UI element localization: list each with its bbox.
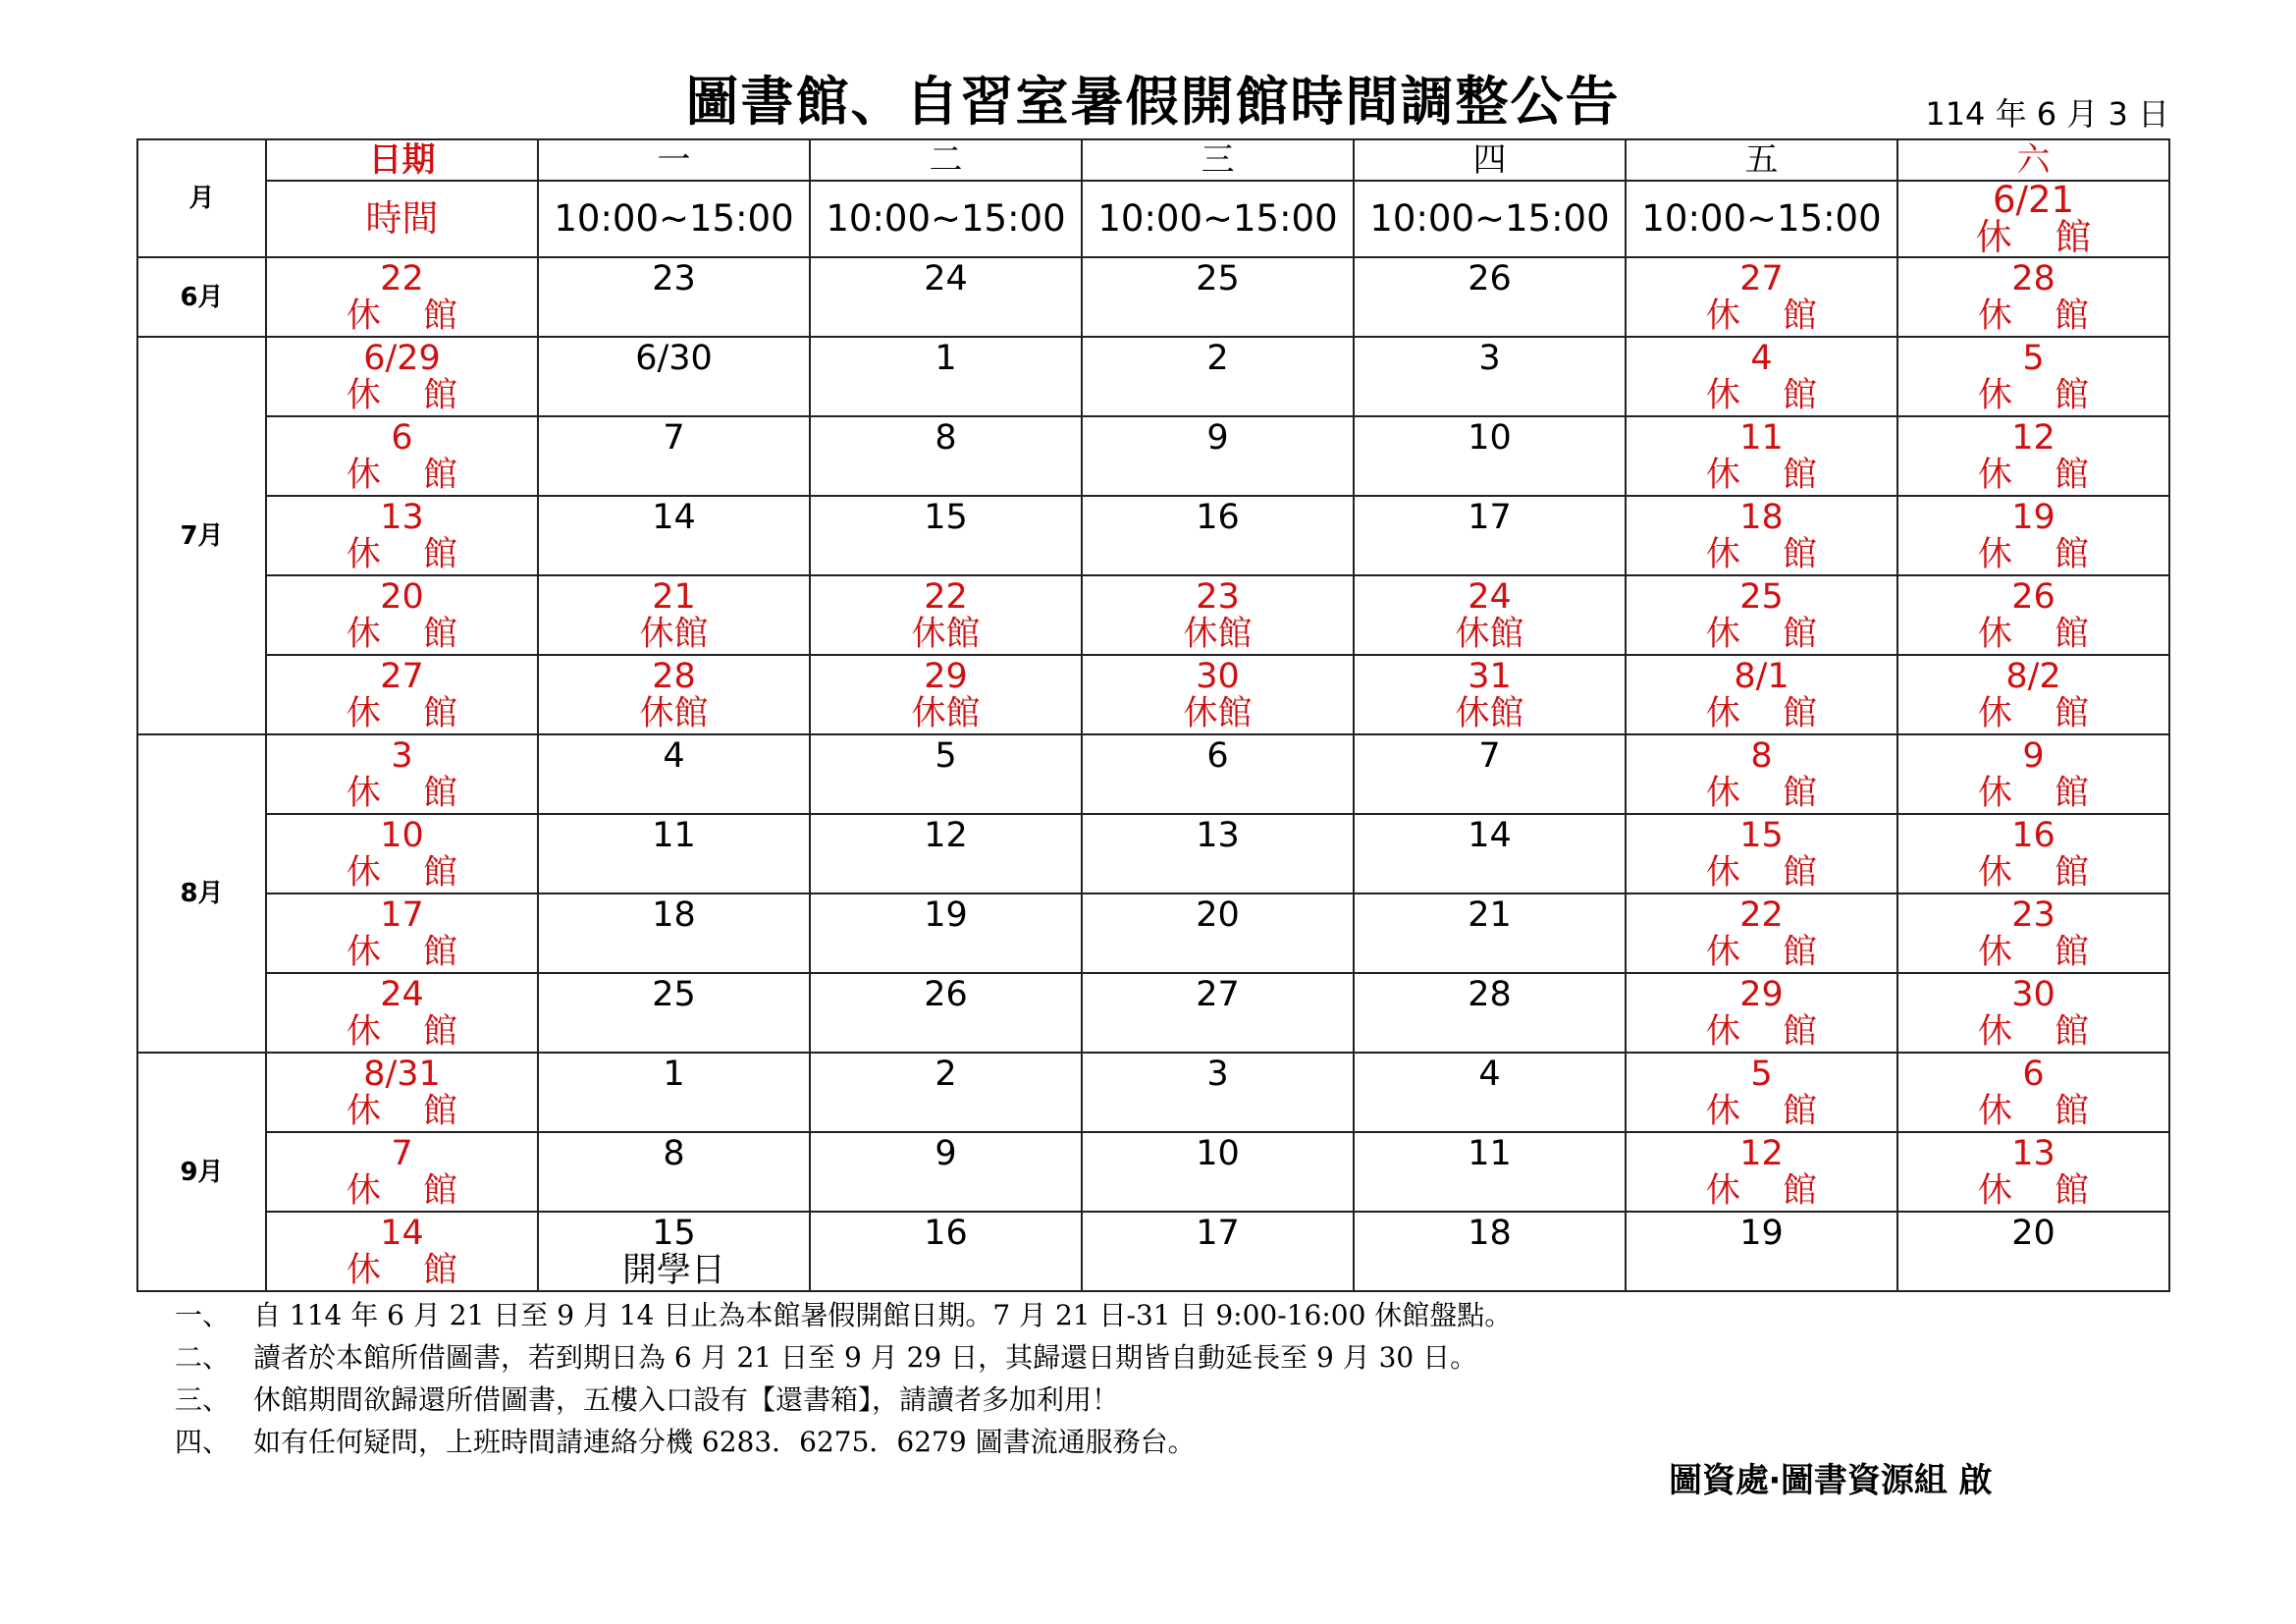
date-cell [1082,1212,1354,1291]
date-cell-closed [1897,734,2169,814]
page-title: 圖書館、自習室暑假開館時間調整公告 [685,71,1621,133]
date-number: 12 [924,816,968,855]
date-cell [1082,893,1354,973]
date-cell-closed [1626,973,1897,1053]
date-cell-closed [266,337,538,416]
date-number: 28 [652,657,696,696]
date-number: 9 [1206,418,1229,458]
date-number: 20 [1196,895,1240,935]
date-number: 31 [1468,657,1512,696]
closed-note: 休 館 [1977,1012,2106,1052]
date-cell-closed [1897,973,2169,1053]
date-cell [1354,1212,1626,1291]
date-number: 11 [1468,1134,1512,1173]
date-cell [1082,337,1354,416]
saturday-date: 6/21 [1992,181,2075,221]
saturday-closed-cell [1897,181,2169,257]
closed-note: 休館 [639,615,709,654]
date-number: 17 [1196,1214,1240,1253]
publish-date: 114 年 6 月 3 日 [1925,95,2169,133]
date-number: 26 [924,975,968,1014]
closed-note: 休館 [911,694,981,733]
date-number: 13 [1196,816,1240,855]
closed-note: 休 館 [1705,694,1834,733]
date-cell-closed [266,416,538,496]
closed-note: 休 館 [346,615,474,654]
date-number: 10 [380,816,424,855]
closed-note: 休 館 [1705,933,1834,972]
closed-note: 休 館 [346,297,474,336]
week-row [137,893,2169,973]
date-number: 5 [934,736,957,776]
date-cell-closed [266,496,538,575]
header-row-hours [137,181,2169,257]
date-cell [1082,1132,1354,1212]
date-number: 19 [2011,498,2056,537]
date-cell [538,1212,810,1291]
hours-cell: 10:00~15:00 [1354,181,1626,257]
weekday-header-saturday: 六 [1897,139,2169,181]
date-cell [810,257,1082,337]
date-number: 7 [1478,736,1501,776]
week-row [137,814,2169,893]
date-number: 8/31 [363,1055,441,1094]
date-number: 14 [1468,816,1512,855]
date-number: 18 [1468,1214,1512,1253]
closed-note: 休 館 [1705,774,1834,813]
date-cell-closed [266,734,538,814]
date-cell-closed [1897,416,2169,496]
date-cell-closed [266,1212,538,1291]
day-note: 開學日 [621,1251,725,1290]
date-cell [1082,1053,1354,1132]
week-row [137,655,2169,734]
date-number: 3 [1478,339,1501,378]
closed-note: 休 館 [1977,853,2106,893]
date-cell [1082,734,1354,814]
date-cell [1354,814,1626,893]
schedule-table [136,138,2170,1292]
date-number: 15 [1739,816,1784,855]
date-number: 16 [1196,498,1240,537]
closed-note: 休 館 [1977,297,2106,336]
date-cell [1082,257,1354,337]
signature: 圖資處‧圖書資源組 啟 [1669,1461,1993,1500]
date-cell-closed [1626,655,1897,734]
date-cell-closed [538,655,810,734]
closed-note: 休 館 [1977,1171,2106,1211]
date-cell [1082,973,1354,1053]
date-number: 8/2 [2005,657,2061,696]
date-cell-closed [1626,814,1897,893]
date-number: 11 [1739,418,1784,458]
date-cell [810,734,1082,814]
date-number: 13 [2011,1134,2056,1173]
date-cell-closed [1897,257,2169,337]
hours-cell: 10:00~15:00 [538,181,810,257]
header-row-weekdays [137,139,2169,181]
date-number: 8 [663,1134,685,1173]
date-cell [538,496,810,575]
date-cell-closed [1626,416,1897,496]
date-cell-closed [1897,814,2169,893]
week-row [137,1053,2169,1132]
note-text: 休館期間欲歸還所借圖書，五樓入口設有【還書箱】，請讀者多加利用！ [253,1383,1120,1416]
closed-note: 休 館 [346,1092,474,1131]
date-cell-closed [1897,1132,2169,1212]
date-cell-closed [266,655,538,734]
date-number: 27 [1739,259,1784,298]
note-number: 二、 [175,1341,231,1374]
date-cell [1354,1132,1626,1212]
date-number: 18 [652,895,696,935]
month-label: 7月 [137,337,266,734]
date-number: 27 [380,657,424,696]
time-label: 時間 [266,181,538,257]
closed-note: 休 館 [1977,1092,2106,1131]
date-number: 17 [1468,498,1512,537]
closed-note: 休館 [1183,694,1253,733]
date-number: 2 [934,1055,957,1094]
closed-note: 休 館 [346,933,474,972]
date-cell-closed [1626,1132,1897,1212]
date-number: 24 [380,975,424,1014]
week-row [137,734,2169,814]
date-number: 8 [934,418,957,458]
date-cell [810,1132,1082,1212]
closed-note: 休 館 [1705,615,1834,654]
date-cell-closed [1897,655,2169,734]
date-cell [1354,893,1626,973]
date-number: 12 [1739,1134,1784,1173]
week-row [137,1212,2169,1291]
closed-note: 休 館 [1705,1012,1834,1052]
closed-note: 休館 [1183,615,1253,654]
closed-note: 休 館 [1977,774,2106,813]
date-cell-closed [1897,337,2169,416]
date-number: 26 [2011,577,2056,617]
date-number: 10 [1468,418,1512,458]
date-cell [810,496,1082,575]
date-cell [538,814,810,893]
date-cell-closed [538,575,810,655]
date-cell [538,337,810,416]
closed-note: 休 館 [1705,297,1834,336]
date-cell [1354,734,1626,814]
hours-cell: 10:00~15:00 [1626,181,1897,257]
date-cell-closed [1897,575,2169,655]
date-number: 8/1 [1734,657,1789,696]
closed-note: 休館 [1455,615,1524,654]
date-number: 25 [652,975,696,1014]
note-text: 自 114 年 6 月 21 日至 9 月 14 日止為本館暑假開館日期。7 月 21 日-31 日 9:00-16:00 休館盤點。 [253,1299,1513,1331]
hours-cell: 10:00~15:00 [810,181,1082,257]
date-number: 19 [924,895,968,935]
date-cell-closed [1626,575,1897,655]
week-row [137,337,2169,416]
closed-note: 休館 [911,615,981,654]
date-cell-closed [1082,655,1354,734]
date-cell-closed [1626,337,1897,416]
date-number: 27 [1196,975,1240,1014]
note-number: 四、 [175,1426,231,1458]
date-cell-closed [1626,496,1897,575]
date-cell [538,1132,810,1212]
date-cell [538,973,810,1053]
date-number: 11 [652,816,696,855]
date-number: 21 [652,577,696,617]
date-number: 6/30 [635,339,713,378]
weekday-header: 四 [1354,139,1626,181]
date-cell [538,1053,810,1132]
weekday-header: 一 [538,139,810,181]
date-cell-closed [266,893,538,973]
weekday-header: 二 [810,139,1082,181]
date-cell [1626,1212,1897,1291]
closed-note: 休 館 [346,1251,474,1290]
date-number: 21 [1468,895,1512,935]
date-number: 10 [1196,1134,1240,1173]
date-cell-closed [1354,575,1626,655]
closed-note: 休館 [639,694,709,733]
date-cell [1354,416,1626,496]
date-number: 6/29 [363,339,441,378]
note-item [175,1336,2128,1379]
date-cell-closed [1897,496,2169,575]
date-number: 30 [2011,975,2056,1014]
date-number: 17 [380,895,424,935]
date-number: 30 [1196,657,1240,696]
date-number: 1 [663,1055,685,1094]
date-number: 19 [1739,1214,1784,1253]
date-number: 5 [1750,1055,1773,1094]
closed-note: 休 館 [1705,1171,1834,1211]
date-number: 13 [380,498,424,537]
date-number: 16 [2011,816,2056,855]
date-number: 25 [1196,259,1240,298]
closed-note: 休 館 [346,774,474,813]
date-number: 29 [1739,975,1784,1014]
date-cell [1082,496,1354,575]
date-cell [1354,973,1626,1053]
week-row [137,973,2169,1053]
week-row [137,496,2169,575]
date-number: 23 [2011,895,2056,935]
note-text: 如有任何疑問，上班時間請連絡分機 6283．6275．6279 圖書流通服務台。 [253,1426,1196,1458]
date-cell-closed [810,655,1082,734]
note-item [175,1379,2128,1421]
date-cell-closed [1354,655,1626,734]
date-number: 28 [2011,259,2056,298]
date-cell [1354,496,1626,575]
date-cell-closed [1897,893,2169,973]
closed-note: 休館 [1455,694,1524,733]
date-cell [1082,416,1354,496]
date-cell [538,257,810,337]
date-number: 22 [380,259,424,298]
date-number: 22 [1739,895,1784,935]
closed-note: 休 館 [346,1012,474,1052]
date-cell [1354,257,1626,337]
date-number: 6 [391,418,413,458]
date-number: 18 [1739,498,1784,537]
note-item [175,1294,2128,1336]
notes-list [175,1294,2128,1463]
date-cell-closed [810,575,1082,655]
date-number: 7 [391,1134,413,1173]
closed-note: 休 館 [346,853,474,893]
date-cell-closed [1626,734,1897,814]
closed-note: 休 館 [1977,376,2106,415]
note-item [175,1421,2128,1463]
date-number: 24 [924,259,968,298]
date-number: 14 [380,1214,424,1253]
date-cell-closed [1626,1053,1897,1132]
date-number: 28 [1468,975,1512,1014]
date-number: 25 [1739,577,1784,617]
date-cell [538,893,810,973]
date-number: 3 [391,736,413,776]
date-cell [810,337,1082,416]
date-cell [1354,1053,1626,1132]
date-number: 12 [2011,418,2056,458]
date-cell-closed [1626,893,1897,973]
date-cell [538,416,810,496]
month-label: 6月 [137,257,266,337]
date-number: 20 [380,577,424,617]
date-number: 24 [1468,577,1512,617]
date-number: 8 [1750,736,1773,776]
weekday-header: 三 [1082,139,1354,181]
date-number: 7 [663,418,685,458]
date-number: 29 [924,657,968,696]
date-number: 23 [652,259,696,298]
closed-note: 休 館 [346,535,474,574]
date-number: 4 [1750,339,1773,378]
closed-note: 休 館 [1977,694,2106,733]
date-label: 日期 [266,139,538,181]
date-number: 26 [1468,259,1512,298]
date-cell-closed [266,1053,538,1132]
closed-note: 休 館 [1705,853,1834,893]
date-cell [810,973,1082,1053]
date-cell [810,814,1082,893]
date-number: 20 [2011,1214,2056,1253]
date-number: 15 [652,1214,696,1253]
closed-note: 休 館 [1977,535,2106,574]
date-number: 14 [652,498,696,537]
date-number: 1 [934,339,957,378]
date-cell-closed [266,1132,538,1212]
note-number: 一、 [175,1299,231,1331]
month-header: 月 [137,139,266,257]
date-number: 22 [924,577,968,617]
date-cell [1354,337,1626,416]
closed-note: 休 館 [346,694,474,733]
date-cell [810,416,1082,496]
date-number: 16 [924,1214,968,1253]
saturday-closed-note: 休 館 [1975,216,2108,257]
note-text: 讀者於本館所借圖書，若到期日為 6 月 21 日至 9 月 29 日，其歸還日期皆自動延長至 9 月 30 日。 [253,1341,1478,1374]
closed-note: 休 館 [346,1171,474,1211]
date-cell-closed [1626,257,1897,337]
date-cell [810,893,1082,973]
date-cell-closed [266,257,538,337]
week-row [137,1132,2169,1212]
month-label: 9月 [137,1053,266,1291]
month-label: 8月 [137,734,266,1053]
closed-note: 休 館 [1705,535,1834,574]
weekday-header: 五 [1626,139,1897,181]
date-cell [1082,814,1354,893]
closed-note: 休 館 [346,456,474,495]
closed-note: 休 館 [1977,615,2106,654]
date-number: 15 [924,498,968,537]
date-cell [810,1212,1082,1291]
week-row [137,575,2169,655]
date-cell [538,734,810,814]
date-number: 6 [2022,1055,2045,1094]
closed-note: 休 館 [346,376,474,415]
date-number: 2 [1206,339,1229,378]
closed-note: 休 館 [1705,456,1834,495]
closed-note: 休 館 [1705,1092,1834,1131]
date-number: 9 [934,1134,957,1173]
note-number: 三、 [175,1383,231,1416]
date-number: 4 [663,736,685,776]
closed-note: 休 館 [1977,456,2106,495]
date-cell-closed [266,575,538,655]
date-number: 9 [2022,736,2045,776]
week-row [137,257,2169,337]
date-number: 5 [2022,339,2045,378]
date-number: 6 [1206,736,1229,776]
closed-note: 休 館 [1705,376,1834,415]
date-cell-closed [1897,1053,2169,1132]
date-cell [810,1053,1082,1132]
hours-cell: 10:00~15:00 [1082,181,1354,257]
date-number: 3 [1206,1055,1229,1094]
date-cell-closed [1082,575,1354,655]
closed-note: 休 館 [1977,933,2106,972]
date-cell-closed [266,973,538,1053]
date-cell-closed [266,814,538,893]
date-number: 23 [1196,577,1240,617]
week-row [137,416,2169,496]
date-number: 4 [1478,1055,1501,1094]
date-cell [1897,1212,2169,1291]
